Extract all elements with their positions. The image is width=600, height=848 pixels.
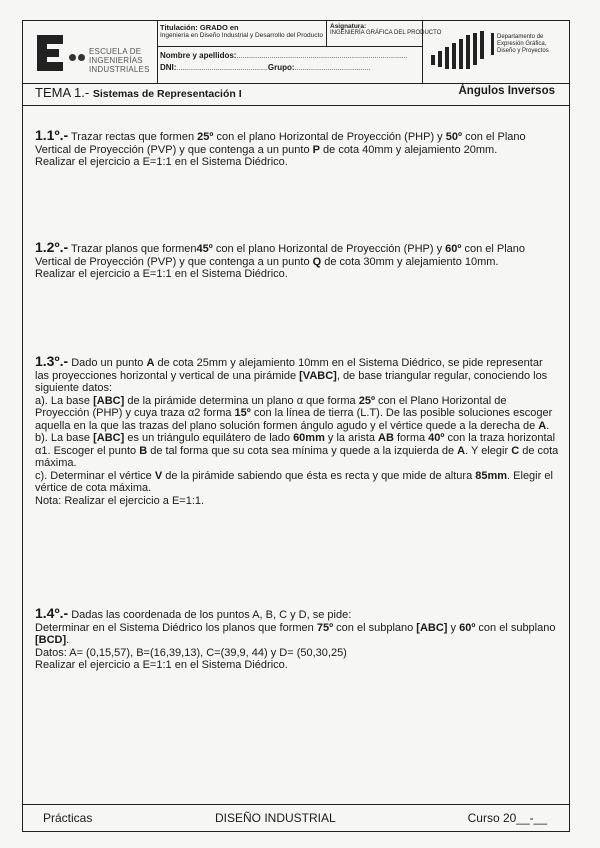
footer-curso: Curso 20__-__ [467, 811, 547, 825]
exercise-data: Datos: A= (0,15,57), B=(16,39,13), C=(39,9, 44) y D= (50,30,25) [35, 646, 347, 659]
student-info [157, 47, 423, 83]
dni-field: ............................................... [176, 65, 268, 72]
logo-e-icon [33, 33, 67, 73]
footer-course-name: DISEÑO INDUSTRIAL [215, 811, 336, 825]
exercise-1-3 [35, 355, 559, 507]
school-name: ESCUELA DE INGENIERÍAS INDUSTRIALES [89, 47, 150, 74]
asignatura-value: INGENIERÍA GRÁFICA DEL PRODUCTO [330, 30, 442, 36]
exercise-number: 1.1º.- [35, 127, 69, 143]
exercise-instruction: Realizar el ejercicio a E=1:1 en el Sistema Diédrico. [35, 659, 288, 671]
titulacion-cell [157, 21, 327, 47]
nombre-field: ........................................................................................ [236, 53, 408, 60]
tema-title: Sistemas de Representación I [92, 88, 242, 100]
asignatura-cell [327, 21, 442, 47]
dni-row [160, 63, 419, 72]
logo-dots-icon [69, 48, 87, 66]
page-frame [22, 20, 570, 832]
department-bars-icon [429, 31, 489, 71]
exercise-number: 1.4º.- [35, 605, 69, 621]
topic-title [35, 85, 242, 100]
title-divider [23, 105, 569, 106]
grupo-label: Grupo: [267, 63, 295, 72]
exercise-1-2 [35, 241, 559, 281]
exercise-number: 1.2º.- [35, 239, 69, 255]
dni-label: DNI: [160, 63, 177, 72]
footer [23, 804, 569, 832]
exercise-text: 1.1º.- Trazar rectas que formen 25º con el plano Horizontal de Proyección (PHP) y 50º con el Plano Vertical de Proyección (PVP) y que contenga a un punto P de cota 40mm y alejamiento 20mm. [35, 127, 526, 156]
exercise-part-a: a). La base [ABC] de la pirámide determina un plano α que forma 25º con el Plano Horizontal de Proyección (PHP) y cuya traza α2 forma 15º con la línea de tierra (L.T). De las posible soluciones escoger aquella en la que las trazas del plano solución formen ángulo agudo y el vértice quede a la derecha de A. [35, 394, 553, 432]
exercise-instruction: Realizar el ejercicio a E=1:1 en el Sistema Diédrico. [35, 268, 288, 280]
exercise-instruction: Realizar el ejercicio a E=1:1 en el Sistema Diédrico. [35, 156, 288, 168]
nombre-row [160, 51, 419, 60]
exercise-part-c: c). Determinar el vértice V de la pirámide sabiendo que ésta es recta y que mide de altura 85mm. Elegir el vértice de cota máxima. [35, 469, 553, 494]
exercise-part-b: b). La base [ABC] es un triángulo equilátero de lado 60mm y la arista AB forma 40º con la traza horizontal α1. Escoger el punto B de tal forma que su cota sea mínima y quede a la izquierda de A. Y elegir C de cota máxima. [35, 432, 559, 469]
exercise-note: Nota: Realizar el ejercicio a E=1:1. [35, 494, 205, 507]
exercise-text: 1.2º.- Trazar planos que formen45º con el plano Horizontal de Proyección (PHP) y 60º con el Plano Vertical de Proyección (PVP) y que contenga a un punto Q de cota 30mm y alejamiento 10mm. [35, 239, 526, 268]
exercise-text: 1.4º.- Dadas las coordenada de los puntos A, B, C y D, se pide: [35, 605, 352, 621]
titulacion-label: Titulación: GRADO en [160, 23, 239, 32]
exercise-1-1 [35, 129, 559, 169]
exercise-number: 1.3º.- [35, 353, 69, 369]
header [23, 21, 569, 84]
exercise-text: 1.3º.- Dado un punto A de cota 25mm y alejamiento 10mm en el Sistema Diédrico, se pide representar las proyecciones horizontal y vertical de una pirámide [VABC], de base triangular regular, conociendo los siguiente datos: [35, 353, 548, 394]
department-divider [491, 33, 494, 55]
titulacion-value: Ingeniería en Diseño Industrial y Desarrollo del Producto [160, 32, 323, 39]
department-logo [423, 21, 569, 83]
exercise-1-4 [35, 607, 559, 672]
footer-practicas: Prácticas [43, 811, 93, 825]
section-title: Ángulos Inversos [458, 85, 555, 97]
school-logo [23, 21, 158, 83]
department-name: Departamento de Expresión Gráfica, Diseño y Proyectos [497, 34, 549, 54]
exercise-statement: Determinar en el Sistema Diédrico los planos que formen 75º con el subplano [ABC] y 60º con el subplano [BCD]. [35, 621, 556, 646]
tema-prefix: TEMA 1.- [35, 85, 90, 100]
asignatura-label: Asignatura: [330, 23, 367, 30]
nombre-label: Nombre y apellidos: [160, 51, 237, 60]
grupo-field: ....................................... [294, 65, 371, 72]
